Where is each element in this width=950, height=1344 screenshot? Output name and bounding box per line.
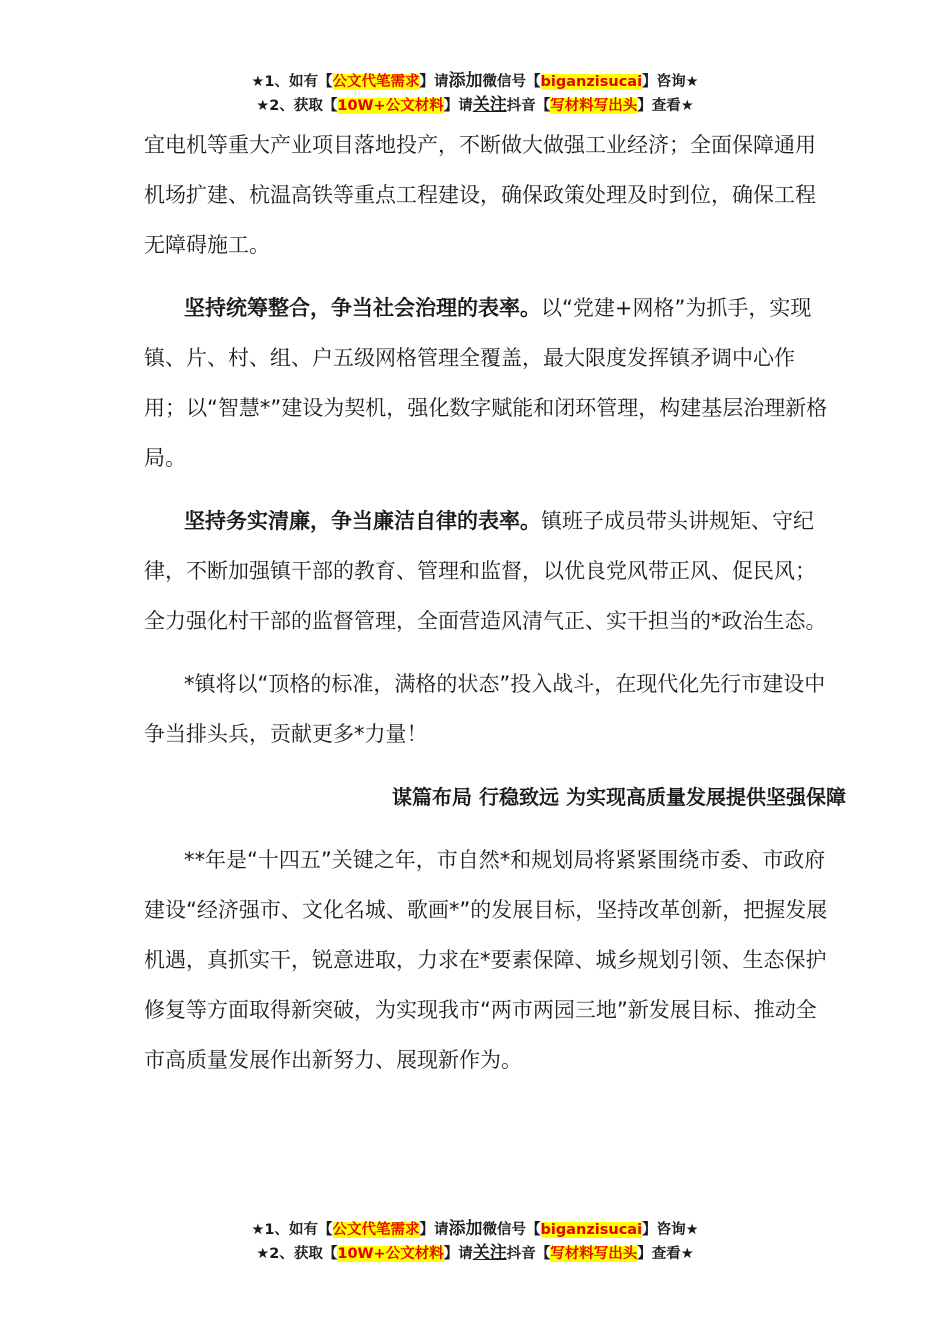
promo-wechat-id: biganzisucai (540, 1222, 643, 1238)
paragraph-2-lead: 坚持统筹整合，争当社会治理的表率。 (184, 296, 541, 320)
section-heading: 谋篇布局 行稳致远 为实现高质量发展提供坚强保障 (392, 785, 846, 809)
paragraph-5: **年是“十四五”关键之年，市自然*和规划局将紧紧围绕市委、市政府建设“经济强市、文化名城、歌画*”的发展目标，坚持改革创新，把握发展机遇，真抓实干，锐意进取，力求在*要素保障、城乡规划引领、生态保护修复等方面取得新突破，为实现我市“两市两园三地”新发展目标、推动全市高质量发展作出新努力、展现新作为。 (144, 848, 828, 1072)
promo-douyin-account: 写材料写出头 (550, 1246, 638, 1262)
promo-line-2: ★2、获取【10W+公文材料】请关注抖音【写材料写出头】查看★ (256, 95, 694, 115)
paragraph-3: 坚持务实清廉，争当廉洁自律的表率。镇班子成员带头讲规矩、守纪律，不断加强镇干部的教育、管理和监督，以优良党风带正风、促民风；全力强化村干部的监督管理，全面营造风清气正、实干担当的*政治生态。 (144, 509, 827, 633)
document-body (144, 120, 846, 1085)
promo-highlight-service: 公文代笔需求 (332, 1222, 420, 1238)
paragraph-3-lead: 坚持务实清廉，争当廉洁自律的表率。 (184, 509, 541, 533)
promo-highlight-service: 公文代笔需求 (332, 74, 420, 90)
promo-wechat-id: biganzisucai (540, 74, 643, 90)
paragraph-1: 宜电机等重大产业项目落地投产，不断做大做强工业经济；全面保障通用机场扩建、杭温高铁等重点工程建设，确保政策处理及时到位，确保工程无障碍施工。 (144, 133, 816, 257)
promo-line-2: ★2、获取【10W+公文材料】请关注抖音【写材料写出头】查看★ (256, 1243, 694, 1263)
promo-line-1: ★1、如有【公文代笔需求】请添加微信号【biganzisucai】咨询★ (251, 71, 699, 91)
promo-line-1: ★1、如有【公文代笔需求】请添加微信号【biganzisucai】咨询★ (251, 1219, 699, 1239)
promo-highlight-materials: 10W+公文材料 (337, 98, 444, 114)
footer-promo-banner (0, 1218, 950, 1266)
paragraph-2: 坚持统筹整合，争当社会治理的表率。以“党建+网格”为抓手，实现镇、片、村、组、户五级网格管理全覆盖，最大限度发挥镇矛调中心作用；以“智慧*”建设为契机，强化数字赋能和闭环管理，构建基层治理新格局。 (144, 296, 828, 470)
header-promo-banner (0, 70, 950, 118)
paragraph-4: *镇将以“顶格的标准，满格的状态”投入战斗，在现代化先行市建设中争当排头兵，贡献更多*力量！ (144, 672, 826, 746)
promo-highlight-materials: 10W+公文材料 (337, 1246, 444, 1262)
promo-douyin-account: 写材料写出头 (550, 98, 638, 114)
